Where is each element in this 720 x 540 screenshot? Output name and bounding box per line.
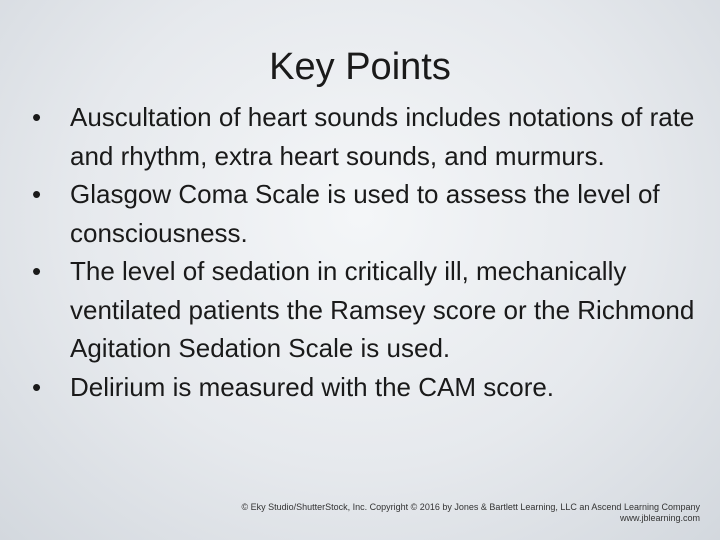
slide-title: Key Points	[269, 46, 451, 88]
bullet-marker: •	[32, 179, 42, 209]
bullet-marker: •	[32, 256, 42, 286]
bullet-list	[30, 98, 700, 406]
bullet-text: Auscultation of heart sounds includes notations of rate and rhythm, extra heart sounds, and murmurs.	[70, 102, 695, 171]
bullet-item	[30, 175, 700, 252]
bullet-item	[30, 368, 700, 407]
bullet-text: Delirium is measured with the CAM score.	[70, 371, 555, 402]
copyright-notice	[241, 502, 700, 524]
publisher-url: www.jblearning.com	[619, 513, 700, 523]
bullet-text: Glasgow Coma Scale is used to assess the level of consciousness.	[70, 179, 660, 248]
bullet-item	[30, 252, 700, 368]
bullet-marker: •	[32, 371, 42, 402]
bullet-text: The level of sedation in critically ill, mechanically ventilated patients the Ramsey score or the Richmond Agitation Sedation Scale is used.	[70, 256, 695, 363]
copyright-line: © Eky Studio/ShutterStock, Inc. Copyright © 2016 by Jones & Bartlett Learning, LLC an Ascend Learning Company	[241, 502, 700, 512]
bullet-item	[30, 98, 700, 175]
bullet-marker: •	[32, 102, 42, 132]
